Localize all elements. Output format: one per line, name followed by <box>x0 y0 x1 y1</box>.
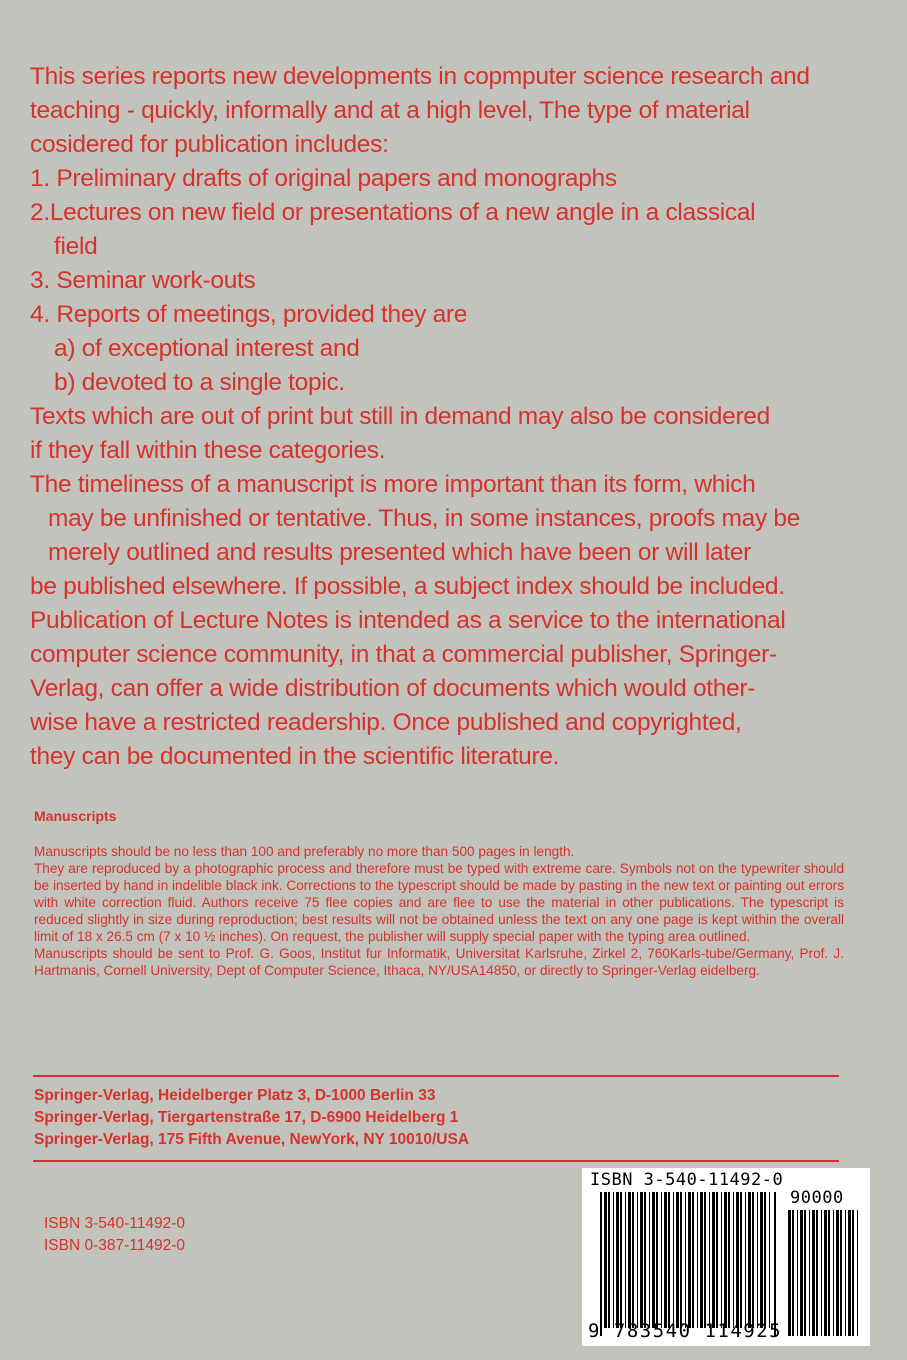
barcode-guard-bar <box>600 1192 602 1336</box>
barcode-bar <box>640 1192 643 1328</box>
list-item-continuation: field <box>54 233 98 260</box>
barcode-bar <box>840 1210 842 1336</box>
barcode-isbn-text: ISBN 3-540-11492-0 <box>590 1170 784 1190</box>
manuscripts-paragraph: Manuscripts should be sent to Prof. G. Goos, Institut fur Informatik, Universitat Karlsruhe, Zirkel 2, 760Karls-tube/Germany, Prof. J. Hartmanis, Cornell University, Dept of Computer Science, Ithaca, NY/USA14850, or directly to Springer-Verlag eidelberg. <box>34 946 844 978</box>
barcode-bar <box>769 1192 770 1328</box>
manuscripts-paragraph: They are reproduced by a photographic process and therefore must be typed with extreme care. Symbols not on the typewriter should be inserted by hand in indelible black ink. Corrections to the typescript should be made by pasting in the new text or painting out errors with white correction fluid. Authors receive 75 flee copies and are flee to use the material in other publications. The typescript is reduced slightly in size during reproduction; best results will not be obtained unless the text on any one page is kept within the overall limit of 18 x 26.5 cm (7 x 10 ½ inches). On request, the publisher will supply special paper with the typing area outlined. <box>34 861 844 944</box>
barcode-bar <box>644 1192 646 1328</box>
barcode-bar <box>724 1192 727 1328</box>
barcode-bar <box>824 1210 827 1336</box>
divider-top <box>33 1075 839 1077</box>
barcode-bar <box>652 1192 655 1328</box>
barcode-bar <box>676 1192 679 1328</box>
intro-line: cosidered for publication includes: <box>30 131 389 158</box>
barcode-bar <box>685 1192 686 1328</box>
barcode-bar <box>632 1192 634 1328</box>
barcode-bar <box>845 1210 846 1336</box>
intro-line: teaching - quickly, informally and at a high level, The type of material <box>30 97 750 124</box>
barcode-bar <box>797 1210 798 1336</box>
barcode-bar <box>728 1192 730 1328</box>
barcode-bar <box>668 1192 670 1328</box>
barcode-bar <box>628 1192 631 1328</box>
address-line: Springer-Verlag, 175 Fifth Avenue, NewYork, NY 10010/USA <box>34 1131 470 1148</box>
manuscripts-paragraph: Manuscripts should be no less than 100 and preferably no more than 500 pages in length. <box>34 844 575 859</box>
sub-item: b) devoted to a single topic. <box>54 369 345 396</box>
list-item: 1. Preliminary drafts of original papers and monographs <box>30 165 617 192</box>
closing-line: Publication of Lecture Notes is intended as a service to the international <box>30 607 786 634</box>
barcode <box>582 1168 870 1346</box>
address-line: Springer-Verlag, Heidelberger Platz 3, D-1000 Berlin 33 <box>34 1087 436 1104</box>
barcode-bar <box>816 1210 818 1336</box>
barcode-bar <box>821 1210 822 1336</box>
closing-line: computer science community, in that a commercial publisher, Springer- <box>30 641 777 668</box>
barcode-bar <box>764 1192 766 1328</box>
isbn-line: ISBN 3-540-11492-0 <box>44 1215 186 1232</box>
closing-line: The timeliness of a manuscript is more important than its form, which <box>30 471 756 498</box>
barcode-bar <box>625 1192 626 1328</box>
barcode-bar <box>760 1192 763 1328</box>
barcode-bar <box>637 1192 638 1328</box>
barcode-bar <box>716 1192 718 1328</box>
barcode-bar <box>664 1192 667 1328</box>
divider-bottom <box>33 1160 839 1162</box>
barcode-bar <box>836 1210 839 1336</box>
barcode-bar <box>680 1192 682 1328</box>
list-item: 4. Reports of meetings, provided they are <box>30 301 468 328</box>
barcode-bar <box>857 1210 858 1336</box>
barcode-bar <box>792 1210 794 1336</box>
closing-line: may be unfinished or tentative. Thus, in some instances, proofs may be <box>48 505 801 532</box>
barcode-bar <box>608 1192 610 1328</box>
barcode-bar <box>757 1192 758 1328</box>
isbn-list <box>44 1213 185 1257</box>
intro-line: This series reports new developments in copmputer science research and <box>30 63 810 90</box>
closing-line: Texts which are out of print but still in demand may also be considered <box>30 403 770 430</box>
closing-line: be published elsewhere. If possible, a subject index should be included. <box>30 573 785 600</box>
barcode-bar <box>709 1192 710 1328</box>
barcode-bar <box>620 1192 622 1328</box>
closing-line: wise have a restricted readership. Once published and copyrighted, <box>30 709 742 736</box>
barcode-bar <box>848 1210 851 1336</box>
barcode-bar <box>745 1192 746 1328</box>
barcode-bar <box>788 1210 791 1336</box>
barcode-bar <box>752 1192 754 1328</box>
barcode-ean-number: 9 783540 114925 <box>588 1320 783 1342</box>
main-description <box>30 60 880 774</box>
address-line: Springer-Verlag, Tiergartenstraße 17, D-6900 Heidelberg 1 <box>34 1109 459 1126</box>
barcode-bar <box>809 1210 810 1336</box>
barcode-bar <box>828 1210 830 1336</box>
closing-line: Verlag, can offer a wide distribution of documents which would other- <box>30 675 756 702</box>
barcode-bar <box>721 1192 722 1328</box>
barcode-bar <box>661 1192 662 1328</box>
barcode-bar <box>740 1192 742 1328</box>
barcode-bar <box>748 1192 751 1328</box>
isbn-line: ISBN 0-387-11492-0 <box>44 1237 186 1254</box>
barcode-bar <box>700 1192 703 1328</box>
barcode-bar <box>833 1210 834 1336</box>
barcode-bar <box>697 1192 698 1328</box>
barcode-addon-number: 90000 <box>790 1188 844 1208</box>
barcode-bar <box>688 1192 691 1328</box>
barcode-bar <box>812 1210 815 1336</box>
manuscripts-heading: Manuscripts <box>34 808 117 824</box>
list-item: 2.Lectures on new field or presentations of a new angle in a classical <box>30 199 756 226</box>
barcode-bar <box>613 1192 614 1328</box>
barcode-bar <box>704 1192 706 1328</box>
barcode-bar <box>736 1192 739 1328</box>
barcode-bar <box>616 1192 619 1328</box>
barcode-bar <box>800 1210 803 1336</box>
sub-item: a) of exceptional interest and <box>54 335 360 362</box>
publisher-addresses <box>34 1085 469 1151</box>
barcode-bar <box>656 1192 658 1328</box>
closing-line: merely outlined and results presented which have been or will later <box>48 539 752 566</box>
barcode-bar <box>649 1192 650 1328</box>
closing-line: they can be documented in the scientific literature. <box>30 743 560 770</box>
barcode-bar <box>852 1210 854 1336</box>
manuscripts-section <box>34 808 844 979</box>
list-item: 3. Seminar work-outs <box>30 267 256 294</box>
barcode-bar <box>712 1192 715 1328</box>
closing-line: if they fall within these categories. <box>30 437 386 464</box>
barcode-bar <box>804 1210 806 1336</box>
barcode-bar <box>692 1192 694 1328</box>
barcode-bar <box>673 1192 674 1328</box>
barcode-guard-bar <box>774 1192 776 1336</box>
barcode-bar <box>604 1192 607 1328</box>
barcode-bar <box>733 1192 734 1328</box>
